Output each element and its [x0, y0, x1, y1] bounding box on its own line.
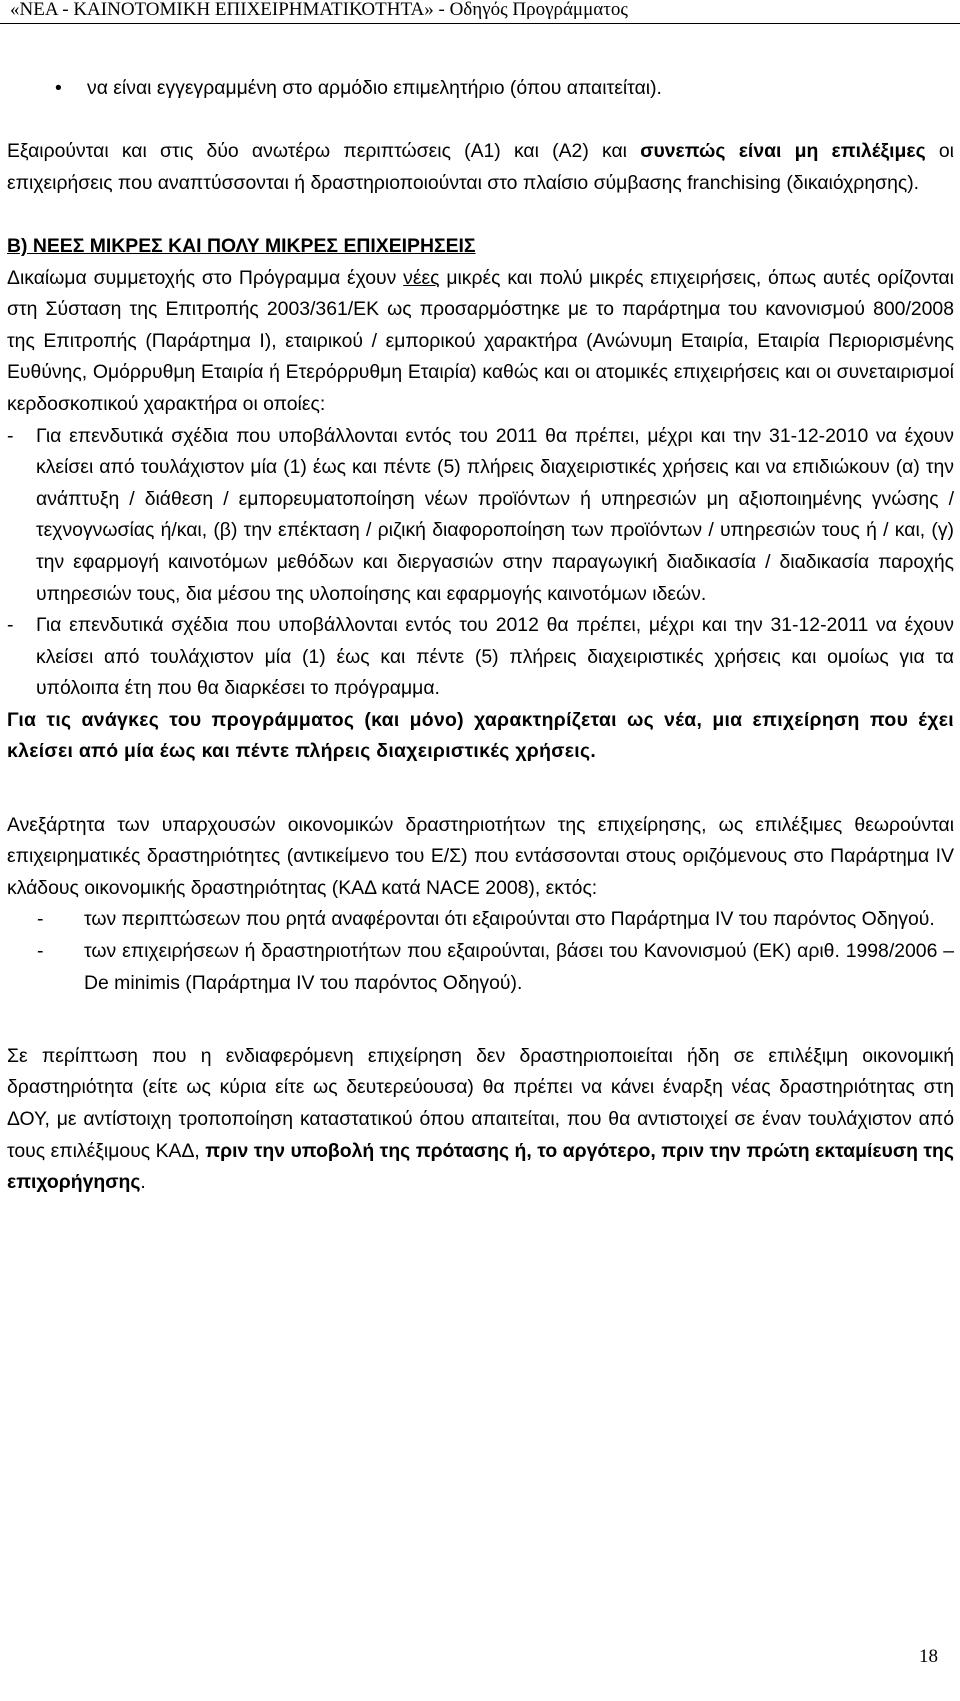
list-item-text: Για επενδυτικά σχέδια που υποβάλλονται εντός του 2011 θα πρέπει, μέχρι και την 31-12-2010 να έχουν κλείσει από τουλάχιστον μία (1) έως και πέντε (5) πλήρεις διαχειριστικές χρήσεις και να επιδιώκουν (α) την ανάπτυξη / διάθεση / εμπορευματοποίηση νέων προϊόντων ή υπηρεσιών μη αξιοποιημένης γνώσης / τεχνογνωσίας ή/και, (β) την επέκταση / ριζική διαφοροποίηση των προϊόντων / υπηρεσιών τους ή / και, (γ) την εφαρμογή καινοτόμων μεθόδων και διεργασιών στην παραγωγική διαδικασία / διαδικασία παροχής υπηρεσιών τους, δια μέσου της υλοποίησης και εφαρμογής καινοτόμων ιδεών.	[36, 424, 954, 605]
list-item-text: Για επενδυτικά σχέδια που υποβάλλονται εντός του 2012 θα πρέπει, μέχρι και την 31-12-2011 να έχουν κλείσει από τουλάχιστον μία (1) έως και πέντε (5) πλήρεις διαχειριστικές χρήσεις και ομοίως για τα υπόλοιπα έτη που θα διαρκέσει το πρόγραμμα.	[36, 614, 954, 700]
spacer	[7, 999, 954, 1031]
section-b-heading: Β) ΝΕΕΣ ΜΙΚΡΕΣ ΚΑΙ ΠΟΛΥ ΜΙΚΡΕΣ ΕΠΙΧΕΙΡΗΣΕΙΣ	[7, 234, 476, 257]
intro-text: Δικαίωμα συμμετοχής στο Πρόγραμμα έχουν	[7, 266, 404, 289]
final-bold: πριν την υποβολή της πρότασης ή, το αργότερο, πριν την πρώτη εκταμίευση της επιχορήγησης	[7, 1139, 954, 1194]
list-item	[7, 610, 954, 705]
intro-underlined: νέες	[403, 266, 440, 289]
bullet-item	[7, 73, 954, 105]
dash-marker: -	[7, 614, 14, 637]
bullet-item-text: να είναι εγγεγραμμένη στο αρμόδιο επιμελητήριο (όπου απαιτείται).	[87, 77, 662, 99]
dash-marker: -	[7, 424, 14, 447]
dash-marker: -	[37, 940, 44, 963]
document-body	[7, 73, 954, 1199]
spacer	[7, 1031, 954, 1041]
list-item	[7, 421, 954, 611]
exclusion-text: Εξαιρούνται και στις δύο ανωτέρω περιπτώσεις (Α1) και (Α2) και	[7, 140, 641, 163]
intro-text-end: μικρές και πολύ μικρές επιχειρήσεις, όπως αυτές ορίζονται στη Σύσταση της Επιτροπής 2003/361/ΕΚ ως προσαρμόστηκε με το παράρτημα του κανονισμού 800/2008 της Επιτροπής (Παράρτημα Ι), εταιρικού / εμπορικού χαρακτήρα (Ανώνυμη Εταιρία, Εταιρία Περιορισμένης Ευθύνης, Ομόρρυθμη Εταιρία ή Ετερόρρυθμη Εταιρία) καθώς και οι ατομικές επιχειρήσεις και οι συνεταιρισμοί κερδοσκοπικού χαρακτήρα οι οποίες:	[7, 266, 954, 415]
spacer	[7, 105, 954, 137]
exclusion-text-end: οι επιχειρήσεις που αναπτύσσονται ή δραστηριοποιούνται στο πλαίσιο σύμβασης franchising (δικαιόχρησης).	[7, 140, 954, 194]
final-text: Σε περίπτωση που η ενδιαφερόμενη επιχείρηση δεν δραστηριοποιείται ήδη σε επιλέξιμη οικονομική δραστηριότητα (είτε ως κύρια είτε ως δευτερεύουσα) θα πρέπει να κάνει έναρξη νέας δραστηριότητας στη ΔΟΥ, με αντίστοιχη τροποποίηση καταστατικού όπου απαιτείται, που θα αντιστοιχεί σε έναν τουλάχιστον από τους επιλέξιμους ΚΑΔ,	[7, 1044, 954, 1162]
page-header	[0, 0, 960, 34]
list-item	[7, 904, 954, 936]
list-item-text: των επιχειρήσεων ή δραστηριοτήτων που εξαιρούνται, βάσει του Κανονισμού (ΕΚ) αριθ. 1998/2006 – De minimis (Παράρτημα IV του παρόντος Οδηγού).	[84, 940, 954, 994]
header-divider	[0, 23, 960, 24]
header-title: «ΝΕΑ - ΚΑΙΝΟΤΟΜΙΚΗ ΕΠΙΧΕΙΡΗΜΑΤΙΚΟΤΗΤΑ» - Οδηγός Προγράμματος	[10, 0, 628, 20]
list-item-text: των περιπτώσεων που ρητά αναφέρονται ότι εξαιρούνται στο Παράρτημα IV του παρόντος Οδηγού.	[84, 908, 935, 931]
dash-marker: -	[37, 908, 44, 931]
spacer	[7, 199, 954, 231]
definition-paragraph: Για τις ανάγκες του προγράμματος (και μόνο) χαρακτηρίζεται ως νέα, μια επιχείρηση που έχει κλείσει από μία έως και πέντε πλήρεις διαχειριστικές χρήσεις.	[7, 708, 954, 763]
eligibility-paragraph: Ανεξάρτητα των υπαρχουσών οικονομικών δραστηριοτήτων της επιχείρησης, ως επιλέξιμες θεωρούνται επιχειρηματικές δραστηριότητες (αντικείμενο του Ε/Σ) που εντάσσονται στους οριζόμενους στο Παράρτημα IV κλάδους οικονομικής δραστηριότητας (ΚΑΔ κατά NACE 2008), εκτός:	[7, 813, 954, 899]
spacer	[7, 768, 954, 800]
exclusion-bold: συνεπώς είναι μη επιλέξιμες	[640, 140, 926, 163]
spacer	[7, 800, 954, 810]
list-item	[7, 936, 954, 999]
page-number: 18	[919, 1646, 938, 1667]
section-b-intro	[7, 263, 954, 421]
exclusion-paragraph	[7, 136, 954, 199]
bullet-icon: •	[55, 77, 62, 99]
final-paragraph	[7, 1041, 954, 1199]
final-end: .	[140, 1171, 146, 1194]
